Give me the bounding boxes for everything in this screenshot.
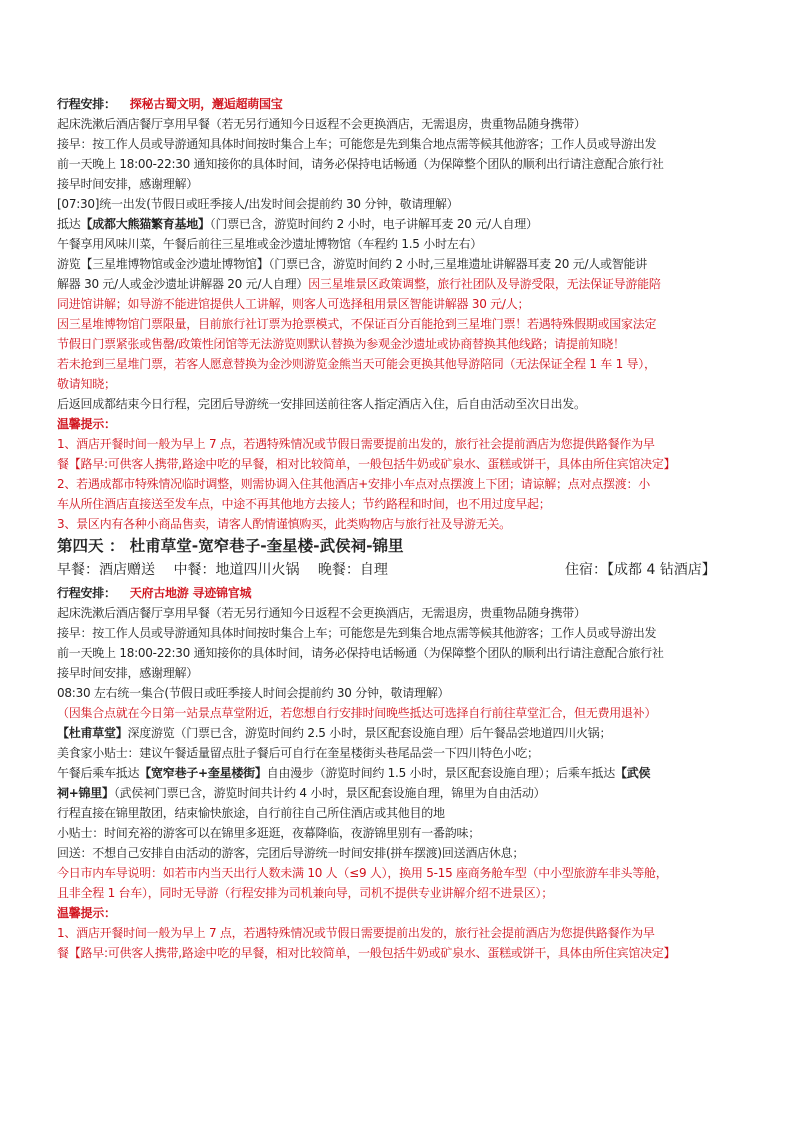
day4-line2-0: 行程直接在锦里散团，结束愉快旅途，自行前往自己所住酒店或其他目的地	[57, 806, 445, 820]
day3-red-line-0: 同进馆讲解；如导游不能进馆提供人工讲解，则客人可选择租用景区智能讲解器 30 元/人；	[57, 297, 530, 311]
day3-line-2: 前一天晚上 18:00-22:30 通知接你的具体时间，请务必保持电话畅通（为保障整个团队的顺利出行请注意配合旅行社	[57, 157, 664, 171]
day4-line-4: 08:30 左右统一集合(节假日或旺季接人时间会提前约 30 分钟，敬请理解）	[57, 686, 450, 700]
day3-return-line: 后返回成都结束今日行程，完团后导游统一安排回送前往客人指定酒店入住，后自由活动至次日出发。	[57, 397, 586, 411]
breakfast-info: 早餐：酒店赠送	[57, 562, 155, 578]
dinner-info: 晚餐：自理	[317, 562, 388, 578]
day4-dufu-line	[57, 723, 747, 743]
day3-lunch-line: 午餐享用风味川菜，午餐后前往三星堆或金沙遗址博物馆（车程约 1.5 小时左右）	[57, 237, 482, 251]
dufu-name: 【杜甫草堂】	[57, 726, 128, 740]
day4-line2-1: 小贴士：时间充裕的游客可以在锦里多逛逛，夜幕降临，夜游锦里别有一番韵味；	[57, 826, 481, 840]
day3-tips-title: 温馨提示：	[57, 417, 116, 431]
day3-tip-2: 2、若遇成都市特殊情况临时调整，则需协调入住其他酒店+安排小车点对点摆渡上下团；请谅解；点对点摆渡：小	[57, 477, 650, 491]
day3-museum-line-2	[57, 274, 747, 294]
day4-tip-1: 餐【路早:可供客人携带,路途中吃的早餐，相对比较简单，一般包括牛奶或矿泉水、蛋糕或饼干，具体由所住宾馆决定】	[57, 946, 676, 960]
wh-rest: （武侯祠门票已含，游览时间共计约 4 小时，景区配套设施自理，锦里为自由活动）	[113, 786, 546, 800]
museum-red: 因三星堆景区政策调整，旅行社团队及导游受限，无法保证导游能陪	[308, 277, 661, 291]
day4-tips-title: 温馨提示：	[57, 906, 116, 920]
panda-name: 【成都大熊猫繁育基地】	[80, 217, 210, 231]
day3-museum-line-1: 游览【三星堆博物馆或金沙遗址博物馆】（门票已含，游览时间约 2 小时,三星堆遗址讲解器耳麦 20 元/人或智能讲	[57, 257, 648, 271]
museum-black: 解器 30 元/人或金沙遗址讲解器 20 元/人自理）	[57, 277, 309, 291]
day3-panda-line	[57, 214, 747, 234]
hotel-info: 住宿：【成都 4 钻酒店】	[565, 562, 716, 578]
schedule-theme: 天府古地游 寻迹锦官城	[129, 586, 252, 600]
day3-schedule-heading	[57, 94, 747, 114]
dufu-rest: 深度游览（门票已含，游览时间约 2.5 小时，景区配套设施自理）后午餐品尝地道四川火锅；	[127, 726, 612, 740]
wh-name-a: 【武侯	[615, 766, 651, 780]
panda-prefix: 抵达	[57, 217, 81, 231]
day4-line-0: 起床洗漱后酒店餐厅享用早餐（若无另行通知今日返程不会更换酒店，无需退房，贵重物品随身携带）	[57, 606, 586, 620]
day4-schedule-heading	[57, 583, 747, 603]
day4-line-2: 前一天晚上 18:00-22:30 通知接你的具体时间，请务必保持电话畅通（为保障整个团队的顺利出行请注意配合旅行社	[57, 646, 664, 660]
day4-car-red-0: 今日市内车导说明：如若市内当天出行人数未满 10 人（≤9 人），换用 5-15 座商务舱车型（中小型旅游车非头等舱，	[57, 866, 668, 880]
day3-line-0: 起床洗漱后酒店餐厅享用早餐（若无另行通知今日返程不会更换酒店，无需退房，贵重物品随身携带）	[57, 117, 586, 131]
kz-prefix: 午餐后乘车抵达	[57, 766, 140, 780]
schedule-label: 行程安排：	[57, 97, 116, 111]
day4-line-1: 接早：按工作人员或导游通知具体时间按时集合上车；可能您是先到集合地点需等候其他游客；工作人员或导游出发	[57, 626, 657, 640]
schedule-theme: 探秘古蜀文明，邂逅超萌国宝	[129, 97, 283, 111]
panda-suffix: （门票已含，游览时间约 2 小时，电子讲解耳麦 20 元/人自理）	[209, 217, 538, 231]
wh-name-b: 祠+锦里】	[57, 786, 114, 800]
day4-car-red-1: 且非全程 1 台车），同时无导游（行程安排为司机兼向导，司机不提供专业讲解介绍不进景区）；	[57, 886, 554, 900]
day3-tip-1: 餐【路早:可供客人携带,路途中吃的早餐，相对比较简单，一般包括牛奶或矿泉水、蛋糕或饼干，具体由所住宾馆决定】	[57, 457, 676, 471]
day4-hotel-note: （因集合点就在今日第一站景点草堂附近，若您想自行安排时间晚些抵达可选择自行前往草堂汇合，但无费用退补）	[57, 706, 657, 720]
day3-red-line-3: 若未抢到三星堆门票，若客人愿意替换为金沙则游览金熊当天可能会更换其他导游陪同（无法保证全程 1 车 1 导），	[57, 357, 656, 371]
day3-red-line-2: 节假日门票紧张或售罄/政策性闭馆等无法游览则默认替换为参观金沙遗址或协商替换其他线路；请提前知晓！	[57, 337, 625, 351]
day4-kz-line	[57, 763, 747, 783]
kz-mid: 自由漫步（游览时间约 1.5 小时，景区配套设施自理）；后乘车抵达	[266, 766, 616, 780]
day4-food-tip: 美食家小贴士：建议午餐适量留点肚子餐后可自行在奎星楼街头巷尾品尝一下四川特色小吃；	[57, 746, 539, 760]
day3-line-3: 接早时间安排，感谢理解）	[57, 177, 199, 191]
day3-red-line-4: 敬请知晓；	[57, 377, 116, 391]
day3-line-4: [07:30]统一出发(节假日或旺季接人/出发时间会提前约 30 分钟，敬请理解）	[57, 197, 459, 211]
day4-title: 第四天 ： 杜甫草堂-宽窄巷子-奎星楼-武侯祠-锦里	[57, 537, 404, 555]
day3-tip-3: 车从所住酒店直接送至发车点，中途不再其他地方去接人；节约路程和时间，也不用过度早起；	[57, 497, 551, 511]
kz-name: 【宽窄巷子+奎星楼街】	[139, 766, 267, 780]
day4-wh-line	[57, 783, 747, 803]
day4-line-3: 接早时间安排，感谢理解）	[57, 666, 199, 680]
day3-red-line-1: 因三星堆博物馆门票限量，目前旅行社订票为抢票模式，不保证百分百能抢到三星堆门票！若遇特殊假期或国家法定	[57, 317, 657, 331]
lunch-info: 中餐：地道四川火锅	[173, 562, 300, 578]
day3-tip-4: 3、景区内有各种小商品售卖，请客人酌情谨慎购买，此类购物店与旅行社及导游无关。	[57, 517, 511, 531]
day3-tip-0: 1、酒店开餐时间一般为早上 7 点，若遇特殊情况或节假日需要提前出发的，旅行社会提前酒店为您提供路餐作为早	[57, 437, 655, 451]
itinerary-page	[57, 94, 747, 963]
day3-line-1: 接早：按工作人员或导游通知具体时间按时集合上车；可能您是先到集合地点需等候其他游客；工作人员或导游出发	[57, 137, 657, 151]
schedule-label: 行程安排：	[57, 586, 116, 600]
day4-tip-0: 1、酒店开餐时间一般为早上 7 点，若遇特殊情况或节假日需要提前出发的，旅行社会提前酒店为您提供路餐作为早	[57, 926, 655, 940]
day4-meals-row	[57, 558, 747, 583]
day4-line2-2: 回送：不想自己安排自由活动的游客，完团后导游统一时间安排(拼车摆渡)回送酒店休息；	[57, 846, 525, 860]
